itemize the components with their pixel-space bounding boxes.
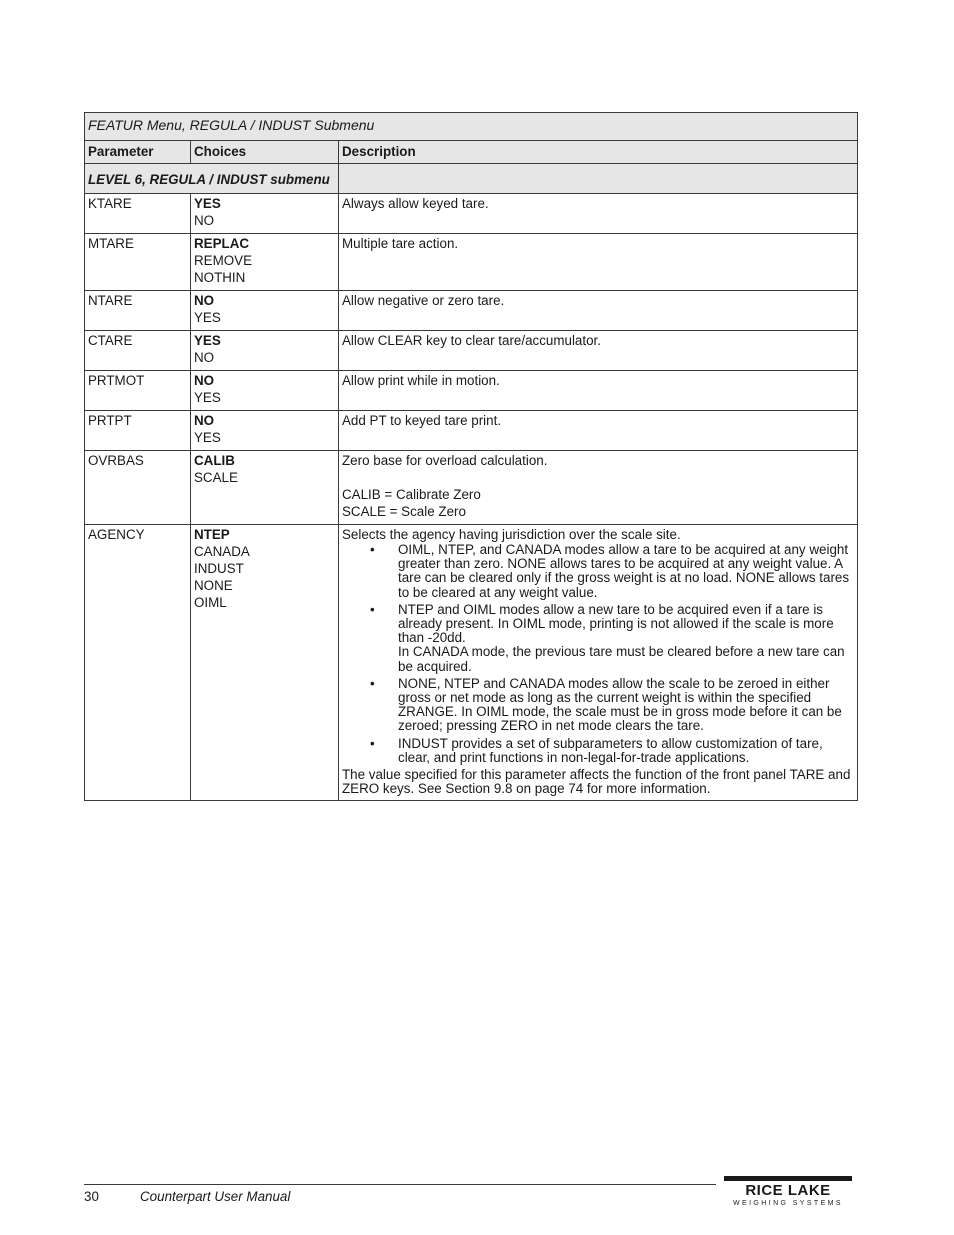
bullet-item: [398, 677, 854, 734]
bullet-text: NTEP and OIML modes allow a new tare to be acquired even if a tare is already present. In OIML mode, printing is not allowed if the scale is more than -20dd.: [398, 601, 834, 646]
bullet-text: OIML, NTEP, and CANADA modes allow a tare to be acquired at any weight greater than zero. NONE allows tares to be acquired at any weight value. A tare can be cleared only if the gross weight is at no load. NONE allows tares to be cleared at any weight value.: [398, 542, 850, 600]
default-choice: NO: [194, 293, 215, 308]
description-text: Always allow keyed tare.: [342, 196, 489, 211]
table-row: [85, 331, 858, 371]
description-text: Allow print while in motion.: [342, 373, 500, 388]
choices-cell: [191, 331, 339, 371]
footer-rule: [84, 1184, 716, 1185]
choice-option: YES: [194, 390, 221, 405]
default-choice: YES: [194, 333, 221, 348]
default-choice: REPLAC: [194, 236, 250, 251]
parameter-cell: NTARE: [85, 291, 191, 331]
bullet-item: [398, 737, 854, 765]
table-row: [85, 451, 858, 525]
description-text: Add PT to keyed tare print.: [342, 413, 502, 428]
table-header-row: [85, 141, 858, 164]
parameter-cell: MTARE: [85, 234, 191, 291]
choice-option: NOTHIN: [194, 270, 246, 285]
description-text: Zero base for overload calculation.: [342, 453, 548, 468]
choices-cell: [191, 291, 339, 331]
description-text: Allow CLEAR key to clear tare/accumulator.: [342, 333, 601, 348]
choice-option: YES: [194, 430, 221, 445]
description-cell: [339, 451, 858, 525]
parameter-cell: CTARE: [85, 331, 191, 371]
agency-note: The value specified for this parameter affects the function of the front panel TARE and ZERO keys. See Section 9.8 on page 74 for more information.: [342, 767, 851, 797]
choices-cell: [191, 234, 339, 291]
table-row: [85, 291, 858, 331]
choice-option: SCALE: [194, 470, 238, 485]
description-text: Multiple tare action.: [342, 236, 459, 251]
choice-option: REMOVE: [194, 253, 253, 268]
description-cell: [339, 371, 858, 411]
choice-option: NO: [194, 213, 215, 228]
logo-text: RICE LAKE: [745, 1182, 831, 1199]
bullet-text: NONE, NTEP and CANADA modes allow the scale to be zeroed in either gross or net mode as long as the current weight is within the specified ZRANGE. In OIML mode, the scale must be in gross mode before it can be zeroed; pressing ZERO in net mode clears the tare.: [398, 675, 842, 734]
table-row: [85, 411, 858, 451]
submenu-empty-cell: [339, 164, 858, 194]
parameter-cell: KTARE: [85, 194, 191, 234]
description-cell: [339, 411, 858, 451]
agency-intro: Selects the agency having jurisdiction over the scale site.: [342, 527, 681, 542]
featur-regula-table: [84, 112, 858, 801]
submenu-label: LEVEL 6, REGULA / INDUST submenu: [85, 164, 339, 194]
description-text: Allow negative or zero tare.: [342, 293, 505, 308]
parameter-cell: AGENCY: [85, 525, 191, 801]
choice-option: NO: [194, 350, 215, 365]
table-row-agency: [85, 525, 858, 801]
table-row: [85, 194, 858, 234]
choice-option: NONE: [194, 578, 233, 593]
choice-option: YES: [194, 310, 221, 325]
description-cell: [339, 194, 858, 234]
parameter-cell: PRTPT: [85, 411, 191, 451]
page-number: 30: [84, 1189, 99, 1204]
agency-bullet-list: [342, 543, 854, 765]
default-choice: CALIB: [194, 453, 235, 468]
choice-option: CANADA: [194, 544, 250, 559]
default-choice: NTEP: [194, 527, 230, 542]
bullet-text: INDUST provides a set of subparameters to allow customization of tare, clear, and print functions in non-legal-for-trade applications.: [398, 735, 823, 765]
bullet-item: [398, 543, 854, 600]
default-choice: NO: [194, 373, 215, 388]
choice-option: OIML: [194, 595, 227, 610]
header-description: Description: [339, 141, 858, 164]
description-text: CALIB = Calibrate Zero: [342, 487, 481, 502]
table-title-row: [85, 113, 858, 141]
choices-cell: [191, 411, 339, 451]
choices-cell: [191, 451, 339, 525]
table-row: [85, 371, 858, 411]
choice-option: INDUST: [194, 561, 244, 576]
choices-cell: [191, 194, 339, 234]
header-choices: Choices: [191, 141, 339, 164]
description-spacer: [342, 469, 854, 486]
choices-cell: [191, 525, 339, 801]
table-row: [85, 234, 858, 291]
description-cell: [339, 291, 858, 331]
rice-lake-logo: [724, 1176, 852, 1208]
default-choice: YES: [194, 196, 221, 211]
description-cell: [339, 525, 858, 801]
bullet-item: [398, 603, 854, 674]
default-choice: NO: [194, 413, 215, 428]
description-text: SCALE = Scale Zero: [342, 504, 466, 519]
parameter-cell: OVRBAS: [85, 451, 191, 525]
description-cell: [339, 331, 858, 371]
table-title: FEATUR Menu, REGULA / INDUST Submenu: [85, 113, 858, 141]
logo-subtext: WEIGHING SYSTEMS: [733, 1200, 843, 1207]
description-cell: [339, 234, 858, 291]
submenu-row: [85, 164, 858, 194]
manual-title: Counterpart User Manual: [140, 1189, 291, 1204]
choices-cell: [191, 371, 339, 411]
parameter-cell: PRTMOT: [85, 371, 191, 411]
header-parameter: Parameter: [85, 141, 191, 164]
bullet-extra-text: In CANADA mode, the previous tare must be cleared before a new tare can be acquired.: [398, 644, 845, 674]
